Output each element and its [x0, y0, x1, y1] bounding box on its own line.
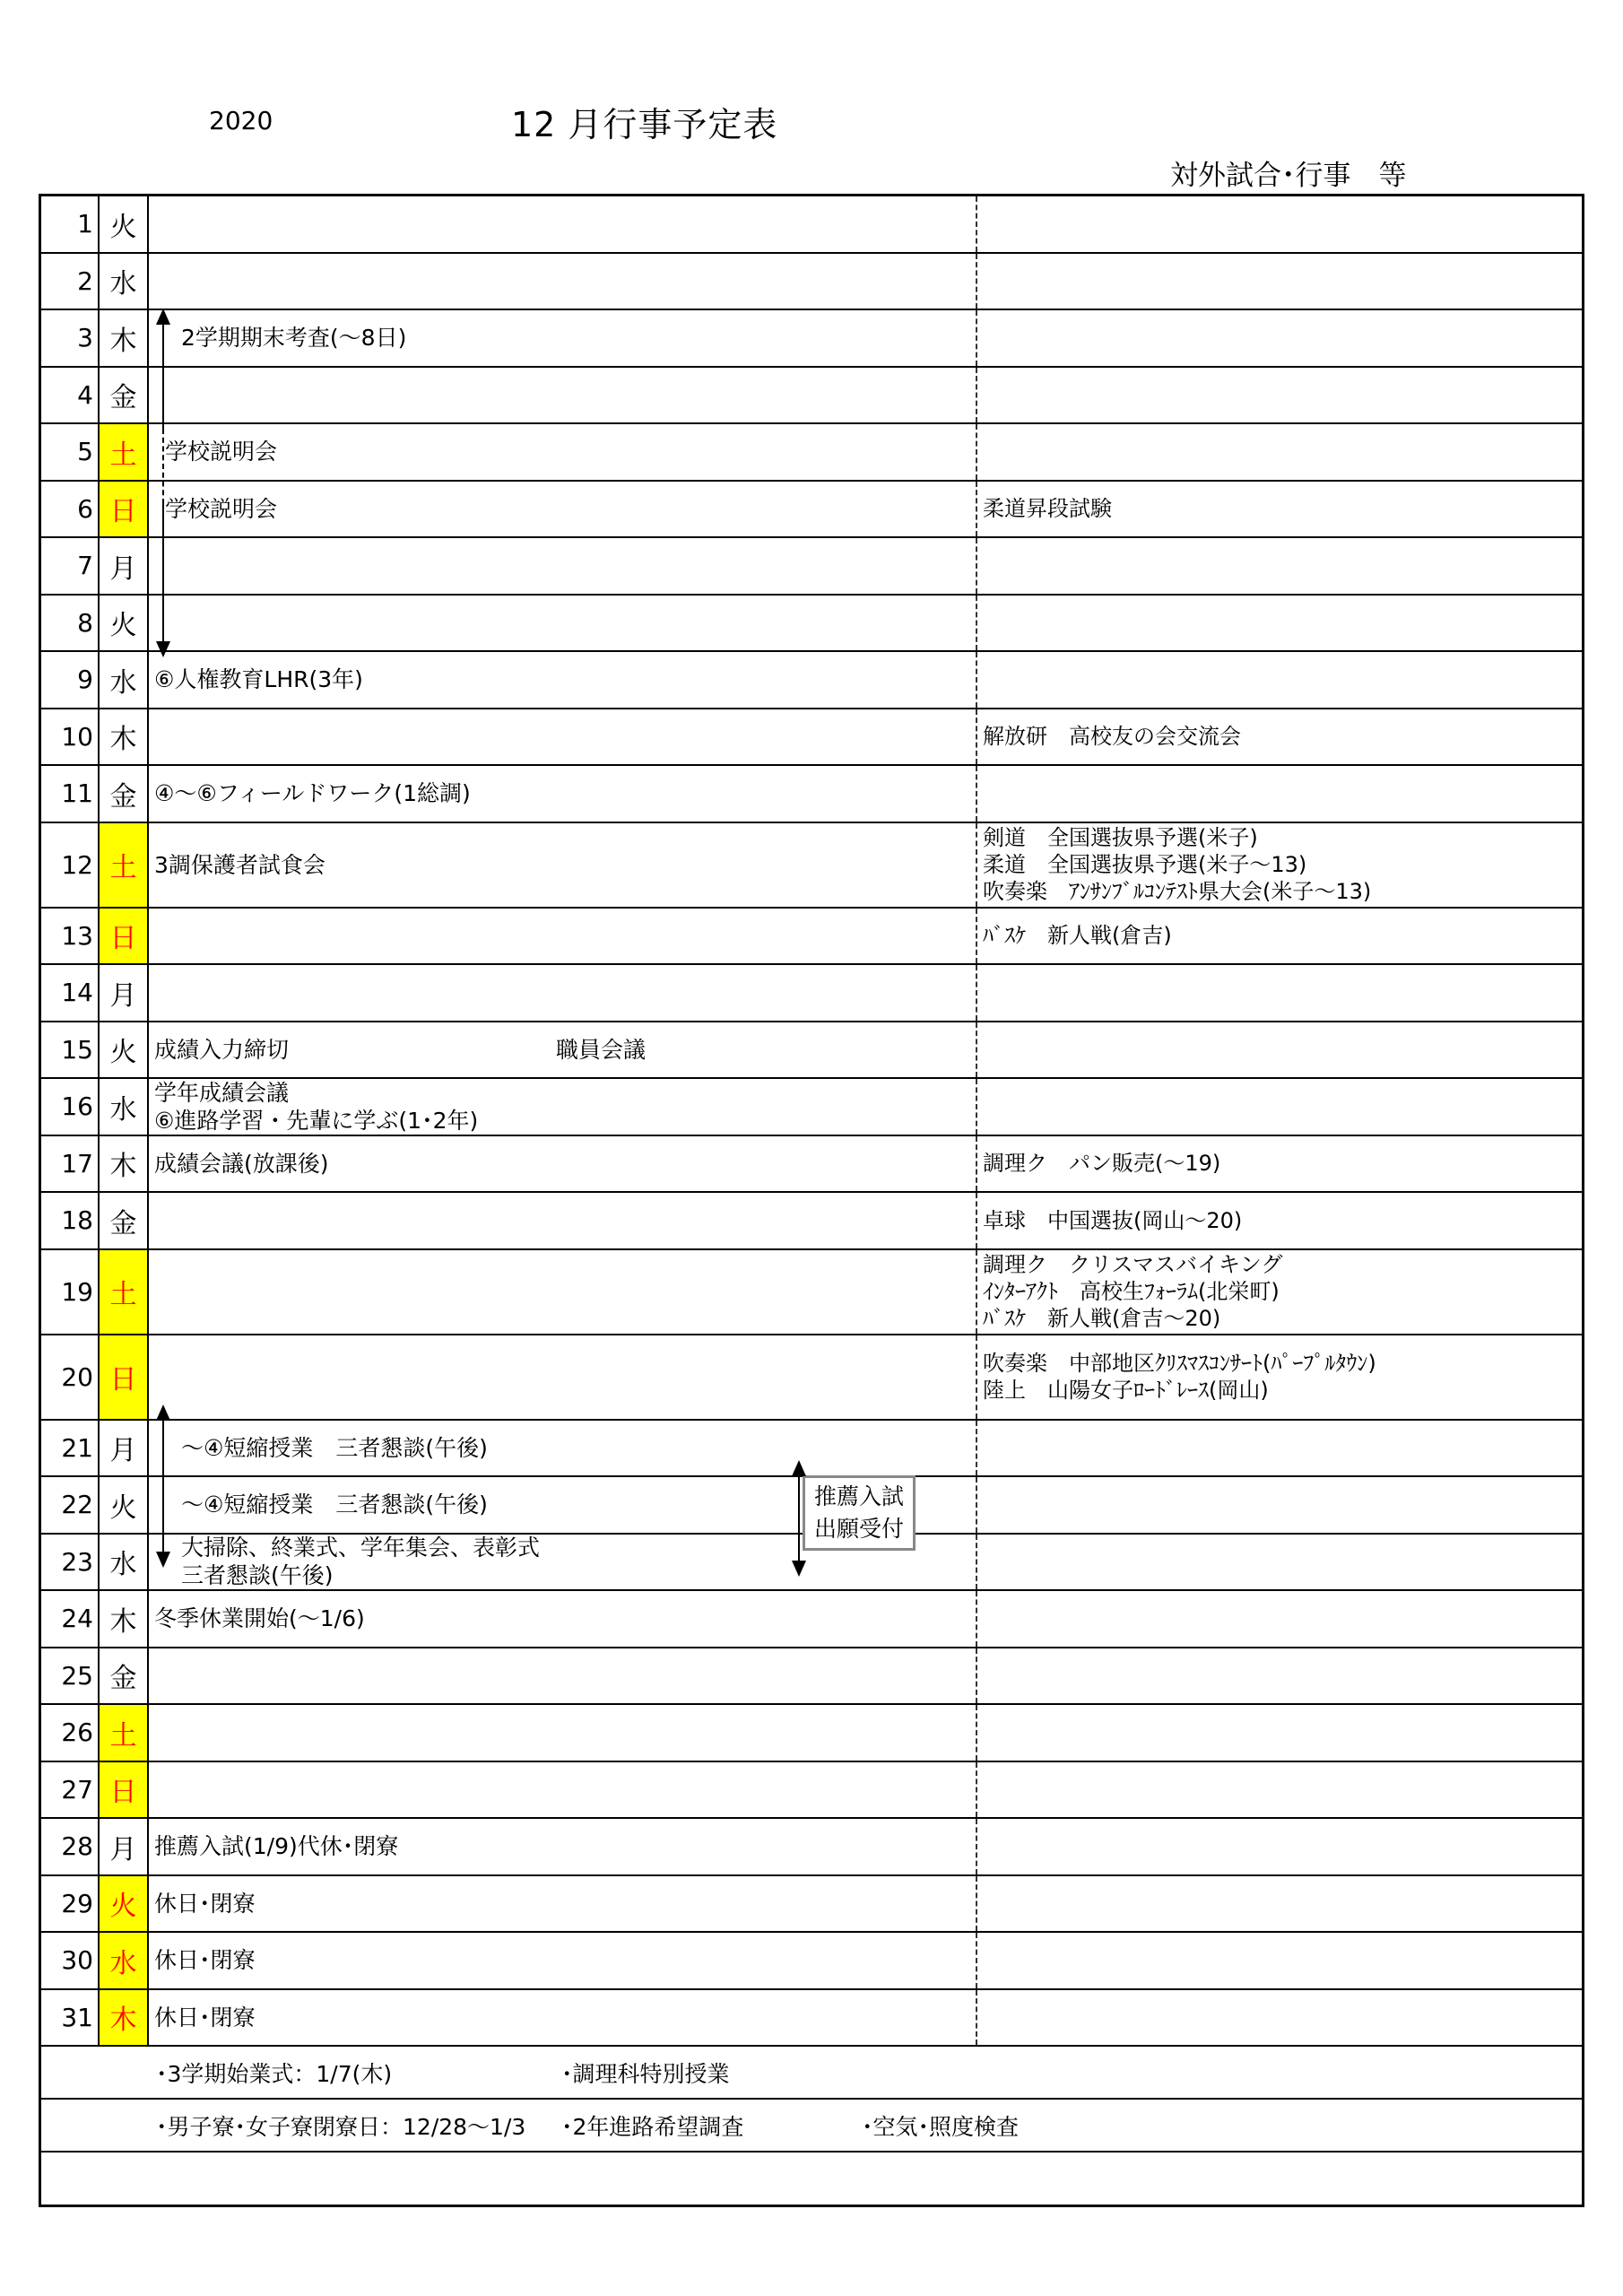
external-events [977, 368, 1582, 423]
school-events [149, 424, 977, 480]
weekday: 木 [100, 1136, 149, 1192]
school-events [149, 909, 977, 964]
day-number: 26 [41, 1705, 100, 1761]
external-events [977, 1477, 1582, 1533]
day-number: 9 [41, 652, 100, 708]
day-number: 14 [41, 965, 100, 1021]
school-events [149, 254, 977, 309]
event-text: 休日･閉寮 [154, 1890, 256, 1917]
school-events [149, 823, 977, 907]
day-row [41, 424, 1582, 482]
day-row [41, 1250, 1582, 1335]
event-text: 冬季休業開始(～1/6) [154, 1605, 365, 1632]
weekday: 月 [100, 965, 149, 1021]
external-events [977, 1876, 1582, 1932]
weekday: 日 [100, 482, 149, 537]
school-events [149, 1762, 977, 1818]
external-events [977, 1136, 1582, 1192]
weekday: 金 [100, 368, 149, 423]
school-events [149, 196, 977, 252]
school-events [149, 1250, 977, 1334]
weekday: 木 [100, 709, 149, 765]
day-number: 20 [41, 1335, 100, 1419]
school-events [149, 1193, 977, 1248]
day-row [41, 1990, 1582, 2048]
range-arrow-down [156, 641, 170, 657]
event-text: 成績入力締切 [154, 1036, 290, 1063]
footer-note: ･2年進路希望調査 [561, 2113, 744, 2140]
day-row [41, 709, 1582, 767]
school-events [149, 368, 977, 423]
school-events [149, 1819, 977, 1874]
external-event-text: 吹奏楽 中部地区ｸﾘｽﾏｽｺﾝｻｰﾄ(ﾊﾟｰﾌﾟﾙﾀｳﾝ) [983, 1351, 1376, 1376]
external-event-text: ｲﾝﾀｰｱｸﾄ 高校生ﾌｫｰﾗﾑ(北栄町) [983, 1279, 1280, 1304]
external-events [977, 1762, 1582, 1818]
school-events [149, 1079, 977, 1135]
range-dashed-line [162, 429, 164, 504]
event-text: 休日･閉寮 [154, 2004, 256, 2031]
day-row [41, 1876, 1582, 1934]
day-number: 8 [41, 596, 100, 651]
external-events [977, 1250, 1582, 1334]
external-events [977, 196, 1582, 252]
event-text: 学校説明会 [165, 439, 278, 465]
day-number: 2 [41, 254, 100, 309]
external-event-text: 吹奏楽 ｱﾝｻﾝﾌﾞﾙｺﾝﾃｽﾄ県大会(米子～13) [983, 879, 1372, 904]
weekday: 日 [100, 1335, 149, 1419]
weekday: 月 [100, 1819, 149, 1874]
external-events [977, 652, 1582, 708]
school-events [149, 1022, 977, 1078]
schedule-table [39, 194, 1584, 2207]
external-events [977, 1335, 1582, 1419]
weekday: 土 [100, 823, 149, 907]
external-events [977, 1990, 1582, 2046]
weekday: 木 [100, 1990, 149, 2046]
external-event-text: 卓球 中国選抜(岡山～20) [983, 1207, 1243, 1233]
external-events [977, 709, 1582, 765]
event-text: 推薦入試(1/9)代休･閉寮 [154, 1833, 399, 1860]
range-line [162, 1419, 164, 1553]
external-events [977, 1648, 1582, 1704]
weekday: 金 [100, 1193, 149, 1248]
day-number: 7 [41, 538, 100, 594]
event-text: 学校説明会 [165, 495, 278, 522]
school-events [149, 1705, 977, 1761]
weekday: 火 [100, 1876, 149, 1932]
day-row [41, 652, 1582, 709]
footer-row-3 [41, 2152, 1582, 2205]
day-row [41, 1079, 1582, 1136]
weekday: 月 [100, 1421, 149, 1476]
day-number: 18 [41, 1193, 100, 1248]
external-events [977, 482, 1582, 537]
school-events [149, 596, 977, 651]
day-row [41, 596, 1582, 653]
day-number: 19 [41, 1250, 100, 1334]
school-events [149, 709, 977, 765]
day-row [41, 1648, 1582, 1706]
weekday: 土 [100, 424, 149, 480]
event-text: ～④短縮授業 三者懇談(午後) [181, 1492, 488, 1518]
school-events [149, 1990, 977, 2046]
day-number: 17 [41, 1136, 100, 1192]
external-events [977, 965, 1582, 1021]
weekday: 火 [100, 1022, 149, 1078]
external-events [977, 1819, 1582, 1874]
day-number: 27 [41, 1762, 100, 1818]
external-events [977, 424, 1582, 480]
day-row [41, 1933, 1582, 1990]
weekday: 日 [100, 1762, 149, 1818]
day-number: 12 [41, 823, 100, 907]
day-row [41, 1705, 1582, 1762]
school-events [149, 482, 977, 537]
event-text: 成績会議(放課後) [154, 1150, 329, 1177]
day-row [41, 310, 1582, 368]
footer-note: ･3学期始業式：1/7(木) [156, 2060, 393, 2087]
day-number: 29 [41, 1876, 100, 1932]
external-column-heading: 対外試合･行事 等 [1170, 160, 1407, 192]
day-row [41, 909, 1582, 966]
weekday: 土 [100, 1705, 149, 1761]
external-events [977, 1535, 1582, 1590]
range-arrow-down [792, 1561, 806, 1577]
day-number: 11 [41, 766, 100, 822]
range-arrow-down [156, 1552, 170, 1568]
day-number: 6 [41, 482, 100, 537]
day-number: 13 [41, 909, 100, 964]
day-number: 4 [41, 368, 100, 423]
day-row [41, 1762, 1582, 1820]
event-text: ⑥進路学習・先輩に学ぶ(1･2年) [154, 1107, 479, 1134]
weekday: 土 [100, 1250, 149, 1334]
event-text: 学年成績会議 [154, 1079, 290, 1106]
event-text: 三者懇談(午後) [181, 1562, 334, 1589]
range-line [162, 504, 164, 648]
weekday: 金 [100, 766, 149, 822]
school-events [149, 310, 977, 366]
school-events [149, 1136, 977, 1192]
day-number: 31 [41, 1990, 100, 2046]
school-events [149, 1421, 977, 1476]
day-number: 28 [41, 1819, 100, 1874]
external-events [977, 766, 1582, 822]
day-row [41, 1022, 1582, 1080]
event-text: ⑥人権教育LHR(3年) [154, 666, 363, 693]
school-events [149, 766, 977, 822]
weekday: 水 [100, 1535, 149, 1590]
school-events [149, 538, 977, 594]
external-events [977, 1591, 1582, 1647]
day-row [41, 1335, 1582, 1421]
event-text: 3調保護者試食会 [154, 851, 325, 878]
event-text: 2学期期末考査(～8日) [181, 325, 407, 352]
weekday: 水 [100, 254, 149, 309]
day-row [41, 766, 1582, 823]
external-event-text: ﾊﾞｽｹ 新人戦(倉吉～20) [983, 1306, 1221, 1331]
external-events [977, 909, 1582, 964]
day-number: 15 [41, 1022, 100, 1078]
external-event-text: ﾊﾞｽｹ 新人戦(倉吉) [983, 923, 1172, 949]
event-text: 休日･閉寮 [154, 1947, 256, 1974]
weekday: 日 [100, 909, 149, 964]
external-events [977, 1022, 1582, 1078]
external-events [977, 1079, 1582, 1135]
external-events [977, 1705, 1582, 1761]
day-row [41, 965, 1582, 1022]
day-number: 16 [41, 1079, 100, 1135]
day-number: 24 [41, 1591, 100, 1647]
day-row [41, 1591, 1582, 1648]
event-text: 大掃除、終業式、学年集会、表彰式 [181, 1535, 541, 1561]
school-events [149, 1933, 977, 1988]
external-event-text: 柔道 全国選抜県予選(米子～13) [983, 852, 1307, 877]
page-title: 12 月行事予定表 [511, 105, 778, 144]
day-row [41, 1136, 1582, 1194]
external-events [977, 310, 1582, 366]
day-number: 5 [41, 424, 100, 480]
external-events [977, 538, 1582, 594]
day-row [41, 1421, 1582, 1478]
range-line [798, 1474, 800, 1564]
weekday: 木 [100, 1591, 149, 1647]
footer-row-2 [41, 2100, 1582, 2152]
school-events [149, 1876, 977, 1932]
day-number: 1 [41, 196, 100, 252]
external-event-text: 調理ク クリスマスバイキング [983, 1252, 1283, 1277]
day-number: 23 [41, 1535, 100, 1590]
day-row [41, 1819, 1582, 1876]
external-events [977, 254, 1582, 309]
external-events [977, 596, 1582, 651]
school-events [149, 1648, 977, 1704]
weekday: 水 [100, 652, 149, 708]
footer-note: ･男子寮･女子寮閉寮日：12/28～1/3 [156, 2113, 526, 2140]
school-events [149, 965, 977, 1021]
event-text: ④～⑥フィールドワーク(1総調) [154, 780, 471, 807]
box-line: 出願受付 [814, 1516, 905, 1542]
event-text: 職員会議 [556, 1036, 647, 1063]
external-events [977, 1193, 1582, 1248]
day-row [41, 1193, 1582, 1250]
day-row [41, 482, 1582, 539]
event-text: ～④短縮授業 三者懇談(午後) [181, 1434, 488, 1461]
day-number: 21 [41, 1421, 100, 1476]
day-row [41, 538, 1582, 596]
day-row [41, 368, 1582, 425]
footer-note: ･空気･照度検査 [862, 2113, 1020, 2140]
external-event-text: 陸上 山陽女子ﾛｰﾄﾞﾚｰｽ(岡山) [983, 1378, 1269, 1403]
external-event-text: 剣道 全国選抜県予選(米子) [983, 825, 1258, 850]
box-line: 推薦入試 [814, 1483, 905, 1509]
school-events [149, 1335, 977, 1419]
year: 2020 [209, 106, 273, 135]
weekday: 火 [100, 196, 149, 252]
school-events [149, 1591, 977, 1647]
weekday: 月 [100, 538, 149, 594]
weekday: 木 [100, 310, 149, 366]
day-number: 25 [41, 1648, 100, 1704]
day-row [41, 254, 1582, 311]
weekday: 火 [100, 1477, 149, 1533]
weekday: 水 [100, 1933, 149, 1988]
day-number: 30 [41, 1933, 100, 1988]
external-event-text: 解放研 高校友の会交流会 [983, 724, 1241, 750]
footer-row-1 [41, 2047, 1582, 2100]
external-events [977, 823, 1582, 907]
recommendation-exam-box [803, 1475, 916, 1551]
range-line [162, 323, 164, 429]
day-number: 22 [41, 1477, 100, 1533]
external-events [977, 1933, 1582, 1988]
day-row [41, 196, 1582, 254]
weekday: 水 [100, 1079, 149, 1135]
day-number: 3 [41, 310, 100, 366]
weekday: 金 [100, 1648, 149, 1704]
external-events [977, 1421, 1582, 1476]
day-row [41, 823, 1582, 909]
weekday: 火 [100, 596, 149, 651]
external-event-text: 柔道昇段試験 [983, 496, 1112, 522]
day-number: 10 [41, 709, 100, 765]
external-event-text: 調理ク パン販売(～19) [983, 1151, 1221, 1177]
footer-note: ･調理科特別授業 [561, 2060, 730, 2087]
school-events [149, 652, 977, 708]
